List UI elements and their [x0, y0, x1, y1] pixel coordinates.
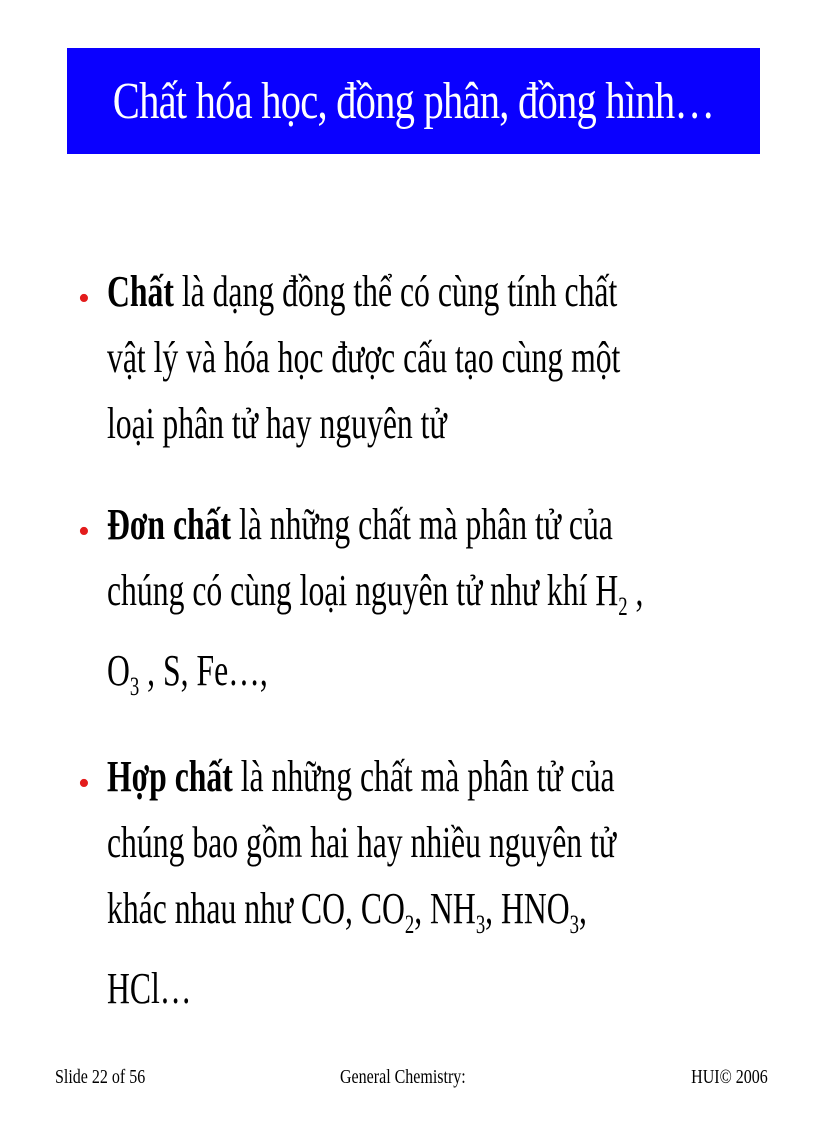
bullet-2-line-3: $O_3$ , S, Fe…,: [107, 646, 268, 701]
bullet-3-line-2: chúng bao gồm hai hay nhiều nguyên tử: [107, 818, 616, 867]
term-hop-chat: Hợp chất: [107, 752, 233, 801]
term-don-chat: Đơn chất: [107, 500, 232, 549]
bullet-1-line-2: vật lý và hóa học được cấu tạo cùng một: [107, 333, 621, 382]
bullet-3: [107, 752, 767, 1033]
bullet-3-line-4: HCl…: [107, 964, 192, 1013]
footer-course: General Chemistry:: [340, 1066, 466, 1088]
footer-copyright: HUI© 2006: [691, 1066, 768, 1088]
bullet-2-line-1: Đơn chất là những chất mà phân tử của: [107, 500, 613, 549]
bullet-1-line-3: loại phân tử hay nguyên tử: [107, 399, 447, 448]
bullet-2-line-2: chúng có cùng loại nguyên tử như khí $H_2$ ,: [107, 566, 644, 621]
bullet-marker-1: •: [78, 280, 90, 317]
bullet-marker-3: •: [78, 765, 90, 802]
bullet-1-line-1: Chất là dạng đồng thể có cùng tính chất: [107, 267, 618, 316]
slide-title: Chất hóa học, đồng phân, đồng hình…: [112, 72, 715, 130]
title-banner: [67, 48, 760, 154]
bullet-3-line-3: khác nhau như CO, $CO_2$, $NH_3$, $HNO_3$,: [107, 884, 587, 939]
bullet-2: [107, 500, 767, 715]
bullet-marker-2: •: [78, 513, 90, 550]
bullet-1: [107, 267, 767, 468]
footer-slide-number: Slide 22 of 56: [55, 1066, 146, 1088]
term-chat: Chất: [107, 267, 174, 316]
bullet-3-line-1: Hợp chất là những chất mà phân tử của: [107, 752, 615, 801]
